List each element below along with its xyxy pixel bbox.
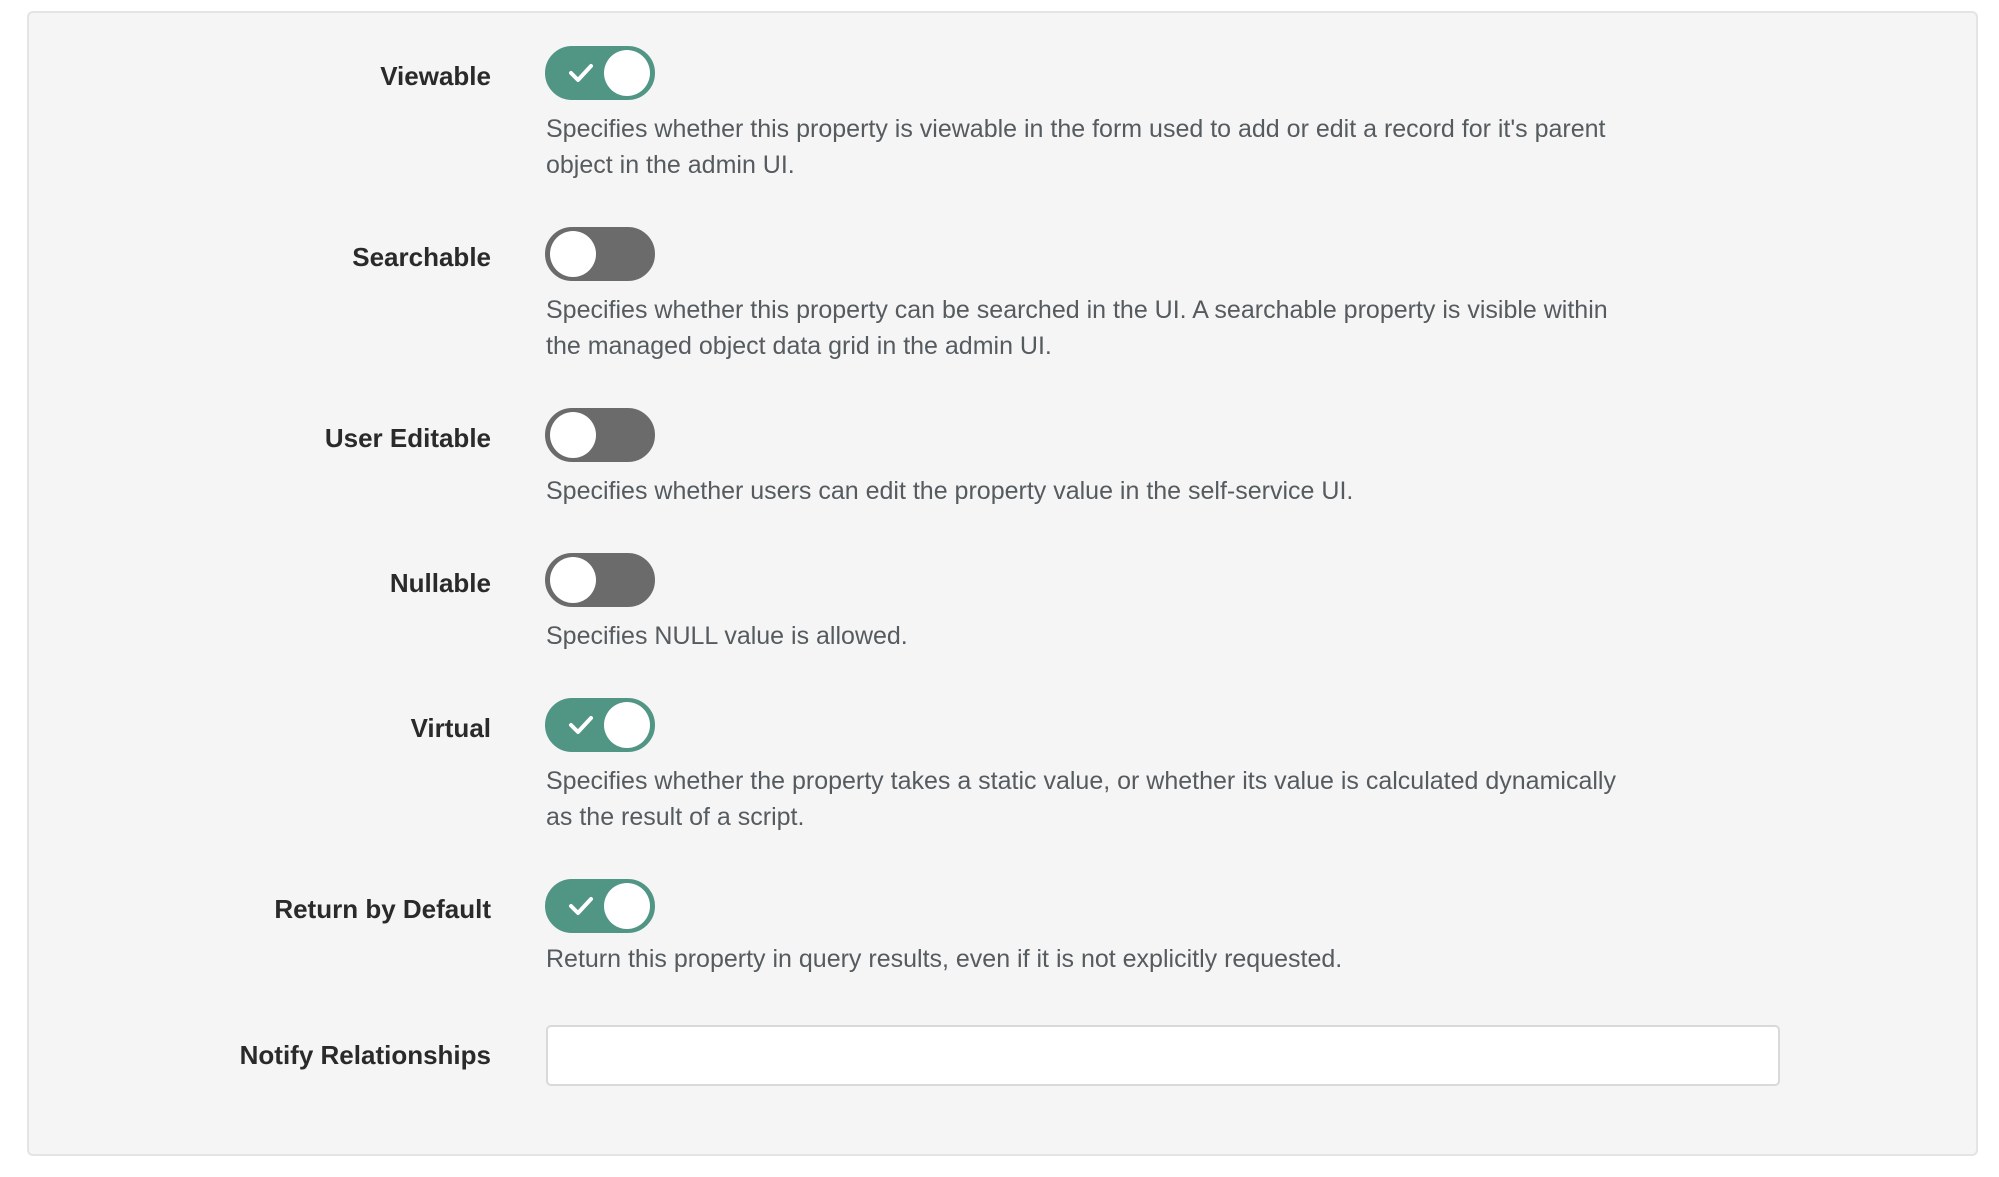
check-icon [568, 62, 594, 84]
searchable-toggle[interactable] [545, 227, 655, 281]
check-icon [568, 714, 594, 736]
virtual-description: Specifies whether the property takes a static value, or whether its value is calculated dynamically as the result of a script. [546, 767, 1616, 831]
nullable-label: Nullable [389, 568, 491, 598]
nullable-description: Specifies NULL value is allowed. [546, 622, 908, 650]
toggle-knob [550, 412, 596, 458]
return-by-default-label: Return by Default [274, 894, 491, 924]
toggle-knob [604, 702, 650, 748]
viewable-toggle[interactable] [545, 46, 655, 100]
return-by-default-toggle[interactable] [545, 879, 655, 933]
user-editable-toggle[interactable] [545, 408, 655, 462]
toggle-knob [604, 50, 650, 96]
virtual-label: Virtual [410, 713, 491, 743]
toggle-knob [550, 557, 596, 603]
viewable-label: Viewable [380, 61, 491, 91]
notify-relationships-input[interactable] [546, 1025, 1780, 1086]
searchable-label: Searchable [352, 242, 491, 272]
viewable-description: Specifies whether this property is viewable in the form used to add or edit a record for it's parent object in the admin UI. [546, 115, 1606, 179]
user-editable-description: Specifies whether users can edit the property value in the self-service UI. [546, 477, 1354, 505]
nullable-toggle[interactable] [545, 553, 655, 607]
toggle-knob [604, 883, 650, 929]
virtual-toggle[interactable] [545, 698, 655, 752]
return-by-default-description: Return this property in query results, even if it is not explicitly requested. [546, 945, 1343, 973]
user-editable-label: User Editable [324, 423, 491, 453]
notify-relationships-label: Notify Relationships [239, 1040, 491, 1070]
toggle-knob [550, 231, 596, 277]
check-icon [568, 895, 594, 917]
searchable-description: Specifies whether this property can be searched in the UI. A searchable property is visible within the managed object data grid in the admin UI. [546, 296, 1608, 360]
